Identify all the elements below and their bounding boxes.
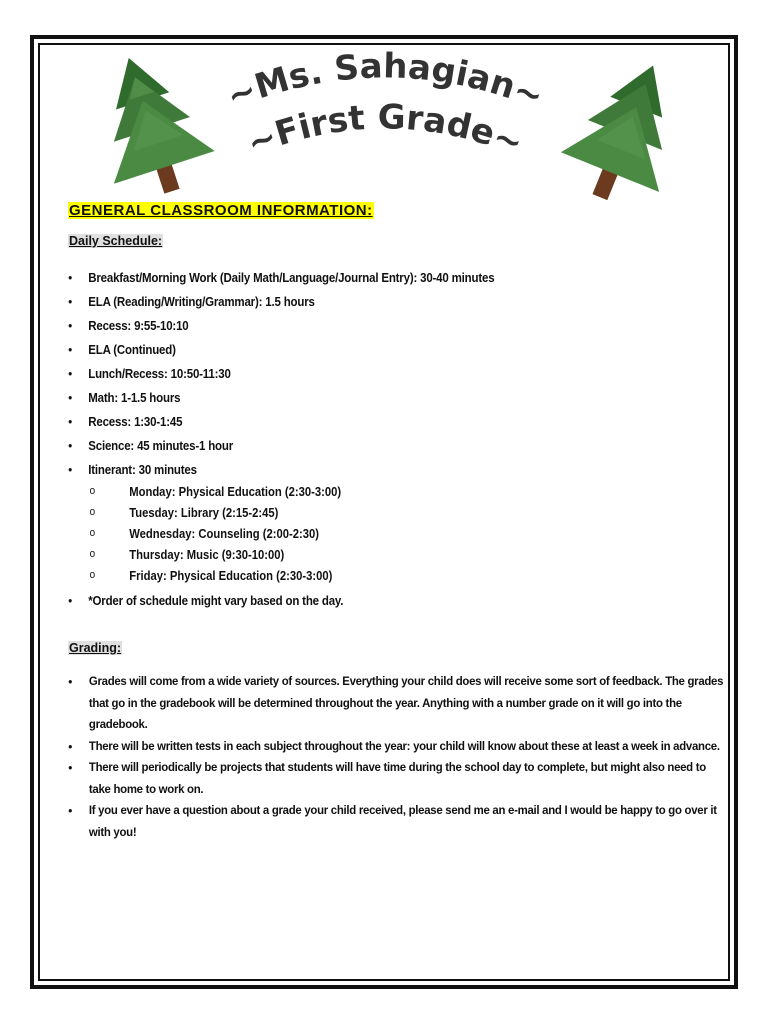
list-item: ● ELA (Continued) — [68, 338, 675, 362]
list-item: ● Lunch/Recess: 10:50-11:30 — [68, 362, 675, 386]
itinerant-list — [68, 482, 662, 587]
list-item: o Tuesday: Library (2:15-2:45) — [90, 503, 662, 524]
schedule-note: ● *Order of schedule might vary based on the day. — [68, 587, 675, 615]
list-item: o Friday: Physical Education (2:30-3:00) — [90, 566, 662, 587]
daily-schedule-list — [68, 266, 728, 482]
pine-tree-right-icon — [545, 55, 705, 205]
title-line-2: ~First Grade~ — [241, 97, 529, 165]
list-item: o Thursday: Music (9:30-10:00) — [90, 545, 662, 566]
list-item: ● ELA (Reading/Writing/Grammar): 1.5 hours — [68, 290, 675, 314]
list-item: o Wednesday: Counseling (2:00-2:30) — [90, 524, 662, 545]
page-title — [220, 45, 550, 170]
pine-tree-left-icon — [70, 50, 230, 200]
list-item: ● Science: 45 minutes-1 hour — [68, 434, 675, 458]
list-item: ● There will be written tests in each subject throughout the year: your child will know about these at least a week in advance. — [68, 736, 724, 758]
daily-schedule-heading: Daily Schedule: — [69, 234, 163, 248]
grading-list — [68, 671, 724, 843]
list-item: ● Itinerant: 30 minutes — [68, 458, 675, 482]
title-line-1: ~Ms. Sahagian~ — [221, 46, 549, 118]
list-item: ● If you ever have a question about a grade your child received, please send me an e-mail and I would be happy to go over it with you! — [68, 800, 724, 843]
list-item: ● Recess: 1:30-1:45 — [68, 410, 675, 434]
list-item: ● Math: 1-1.5 hours — [68, 386, 675, 410]
main-content — [68, 200, 728, 843]
grading-heading: Grading: — [69, 641, 122, 655]
list-item: o Monday: Physical Education (2:30-3:00) — [90, 482, 662, 503]
list-item: ● Recess: 9:55-10:10 — [68, 314, 675, 338]
list-item: ● Breakfast/Morning Work (Daily Math/Language/Journal Entry): 30-40 minutes — [68, 266, 675, 290]
list-item: ● Grades will come from a wide variety of sources. Everything your child does will receive some sort of feedback. The grades that go in the gradebook will be determined throughout the year. Anything with a number grade on it will go into the gradebook. — [68, 671, 724, 736]
list-item: ● There will periodically be projects that students will have time during the school day to complete, but might also need to take home to work on. — [68, 757, 724, 800]
schedule-note-list — [68, 587, 728, 615]
section-title: GENERAL CLASSROOM INFORMATION: — [69, 202, 373, 219]
